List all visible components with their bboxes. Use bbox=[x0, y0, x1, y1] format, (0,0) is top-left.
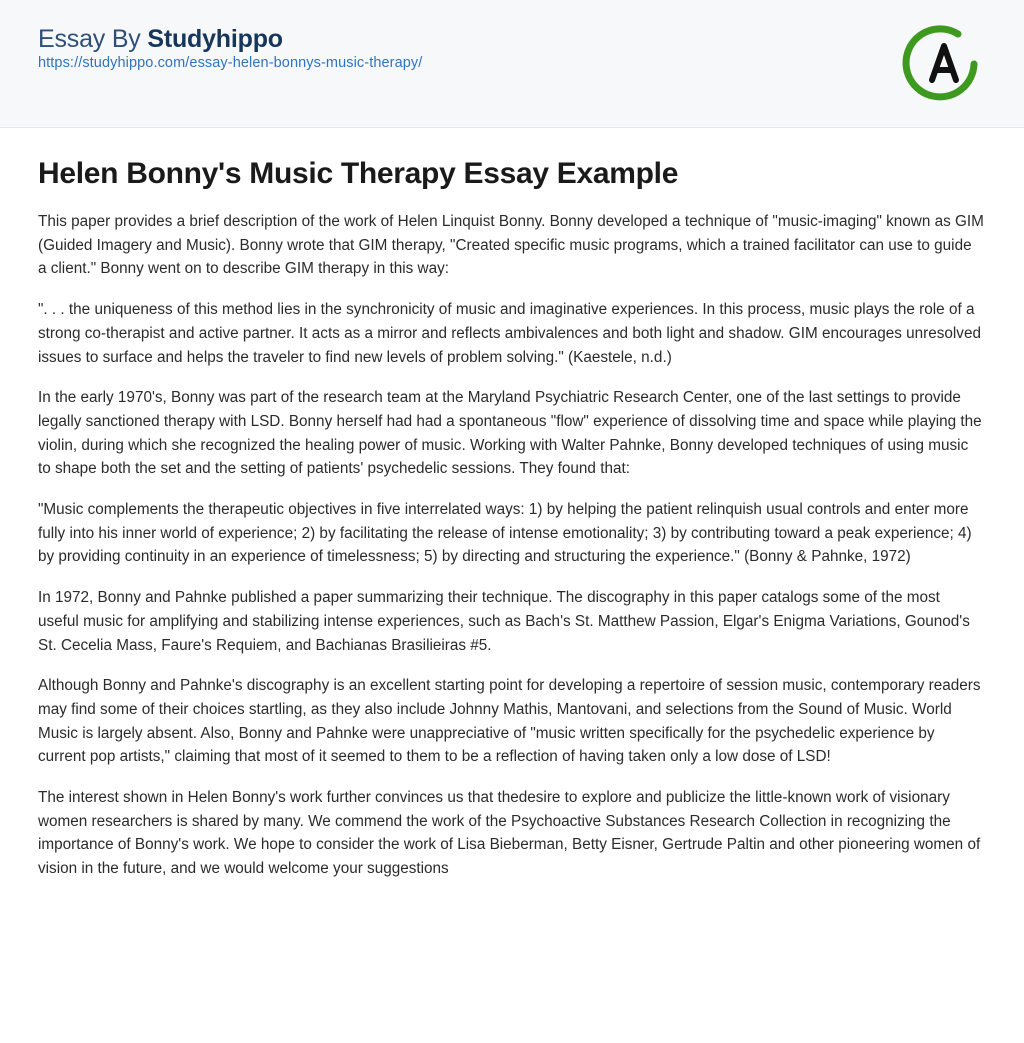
page-title: Helen Bonny's Music Therapy Essay Example bbox=[38, 157, 679, 190]
paragraph: This paper provides a brief description of the work of Helen Linquist Bonny. Bonny developed a technique of "music-imaging" known as GIM (Guided Imagery and Music). Bonny wrote that GIM therapy, "Created specific music programs, which a trained facilitator can use to guide a client." Bonny went on to describe GIM therapy in this way: bbox=[38, 213, 984, 278]
site-header bbox=[0, 0, 1024, 128]
brand-prefix: Essay By bbox=[38, 25, 148, 53]
paragraph: Although Bonny and Pahnke's discography is an excellent starting point for developing a repertoire of session music, contemporary readers may find some of their choices startling, as they also include Johnny Mathis, Mantovani, and selections from the Sound of Music. World Music is largely absent. Also, Bonny and Pahnke were unappreciative of "music written specifically for the psychedelic experience by current pop artists," claiming that most of it seemed to them to be a reflection of having taken only a low dose of LSD! bbox=[38, 677, 981, 766]
paragraph: In the early 1970's, Bonny was part of the research team at the Maryland Psychiatric Research Center, one of the last settings to provide legally sanctioned therapy with LSD. Bonny herself had had a spontaneous "flow" experience of dissolving time and space while playing the violin, during which she recognized the healing power of music. Working with Walter Pahnke, Bonny developed techniques of using music to shape both the set and the setting of patients' psychedelic sessions. They found that: bbox=[38, 389, 982, 478]
article-body bbox=[0, 128, 1024, 911]
paragraph: "Music complements the therapeutic objectives in five interrelated ways: 1) by helping the patient relinquish usual controls and enter more fully into his inner world of experience; 2) by facilitating the release of intense emotionality; 3) by contributing toward a peak experience; 4) by providing continuity in an experience of timelessness; 5) by directing and structuring the experience." (Bonny & Pahnke, 1972) bbox=[38, 501, 972, 566]
paragraph: In 1972, Bonny and Pahnke published a paper summarizing their technique. The discography in this paper catalogs some of the most useful music for amplifying and stabilizing intense experiences, such as Bach's St. Matthew Passion, Elgar's Enigma Variations, Gounod's St. Cecelia Mass, Faure's Requiem, and Bachianas Brasilieiras #5. bbox=[38, 589, 970, 654]
site-brand bbox=[38, 26, 984, 54]
brand-name: Studyhippo bbox=[147, 25, 283, 53]
paragraph: ". . . the uniqueness of this method lies in the synchronicity of music and imaginative experiences. In this process, music plays the role of a strong co-therapist and active partner. It acts as a mirror and reflects ambivalences and both light and shadow. GIM encourages unresolved issues to surface and helps the traveler to find new levels of problem solving." (Kaestele, n.d.) bbox=[38, 301, 981, 366]
circular-a-logo-icon bbox=[896, 20, 984, 108]
source-url-link[interactable]: https://studyhippo.com/essay-helen-bonnys-music-therapy/ bbox=[38, 54, 423, 71]
paragraph: The interest shown in Helen Bonny's work further convinces us that thedesire to explore and publicize the little-known work of visionary women researchers is shared by many. We commend the work of the Psychoactive Substances Research Collection in recognizing the importance of Bonny's work. We hope to consider the work of Lisa Bieberman, Betty Eisner, Gertrude Paltin and other pioneering women of vision in the future, and we would welcome your suggestions bbox=[38, 789, 981, 878]
